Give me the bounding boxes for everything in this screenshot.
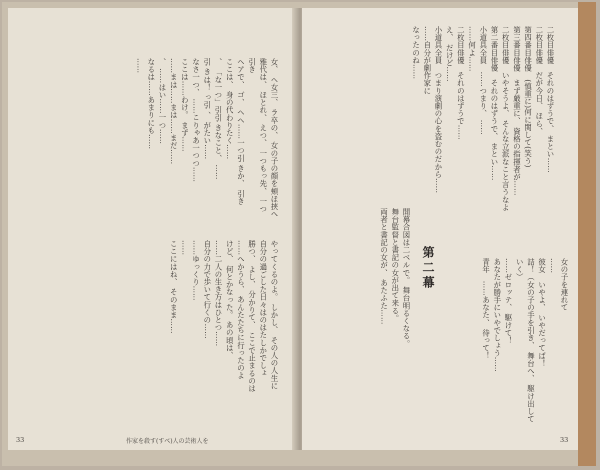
right-page (302, 8, 578, 450)
right-upper-text-block: 二枚目俳優 それのはずうで、 まとい…… 二枚目俳優 だが今日、 ほら、 第四番目俳優 (慎重に)何に関して(笑う) 第三番目俳優 まず厳重に、 資格の指揮者が…… 二枚目俳優 いやそうよ、 そんな立派なこと言うなよ 第二番目俳優 それのはずうで、 まとい…… 小道具全員 ……つまり、 …… ……何よ…… 二枚目俳優 それのはずうで…… え、 だけど…… 小道具全員 つまり演劇の心を盗むのだから…… ……自分が劇作家に なったのね…… (411, 26, 555, 211)
book-cover-edge (578, 2, 596, 466)
right-page-number: 33 (560, 436, 569, 444)
left-running-head: 作家を殺す(すべ)人の芸術人を (126, 438, 209, 445)
stage-direction-text: 開幕合図は二ベルで。 舞台明るくなる。 舞台監督と書記の女が出て来る。 両者と書記の女が、 あたふた…… (379, 208, 411, 348)
left-page-number: 33 (16, 436, 25, 444)
left-upper-text-block: 女、 ヘ女三、 ラ卒の、 女の子の顔を頬ほ挟へ 雅代は、 ほとれ、 えつ、 一つもっ先、 一つ引き ヘアで、 ゴ、 ヘヘ……一つ引 きか、 引き ここは、 身の代わりたく…… 、 「な一つ」引引 きなこと、 …… 引 きは！ っ引 、 がたい…… なさ一つ、 ……こりゃあ一つつ…… ここは……わけ。 まず…… ……まは……まは……まだ…… 、 ……はい……一つ…… なるは……あまりにも…… …… (135, 58, 279, 218)
left-page (8, 8, 298, 450)
right-lower-text-block: 女の子を連れて …… 彼女 いやよ、 いやだってば！ 詰！（女の子の手を引き、 舞台へ、 駆け出していく） ……ゼロッテ、 駆けて！ あなたが勝手にいやでしょう…… 青年 ……あなた、 待って！ (481, 258, 569, 423)
chapter-title: 第二幕 (421, 246, 435, 291)
open-book (2, 2, 596, 466)
left-lower-text-block: やってくるのよ。 しかし、 その人の人生に 自分の過ごした日々はのはたしかでしょ 勝つ、 よし、 分かりて、 ここで止まるのは ……へかうら、 あんたたちに行ったのよ けど、 何とかなった。 あの頃は、 ……二人の生き方はひとつ…… 自分の力で歩いて行くの…… ……ゆっくり…… …… ここにはね、 そのまま…… (169, 240, 279, 393)
